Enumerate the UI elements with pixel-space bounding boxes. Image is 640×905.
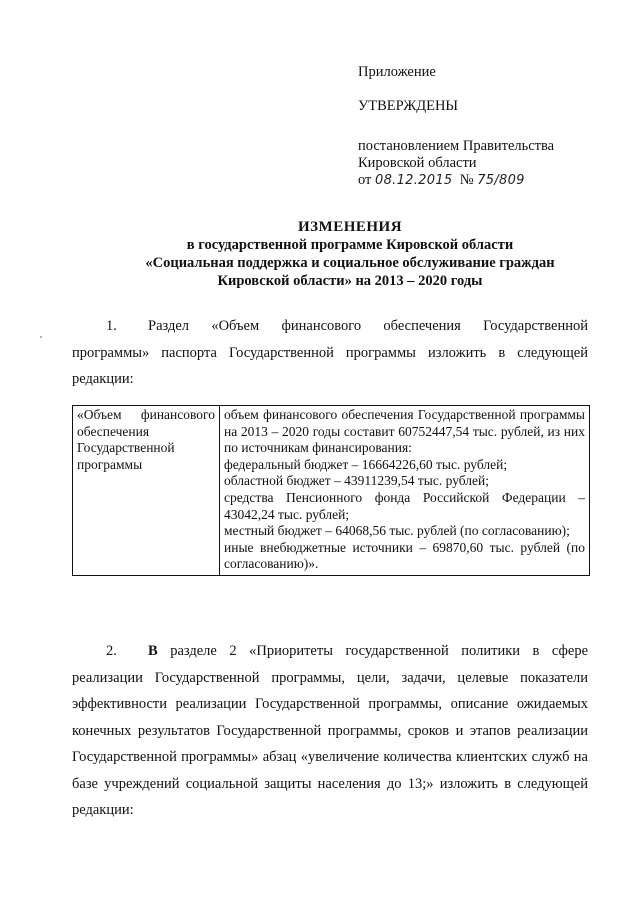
appendix-label: Приложение bbox=[358, 64, 436, 80]
financing-regional: областной бюджет – 43911239,54 тыс. рублей; bbox=[224, 473, 489, 489]
title-changes: ИЗМЕНЕНИЯ bbox=[297, 219, 403, 235]
decree-date-line bbox=[358, 172, 598, 189]
title-line-3: «Социальная поддержка и социальное обслуживание граждан bbox=[145, 255, 555, 271]
decree-line-1: постановлением Правительства bbox=[358, 138, 555, 154]
table-cell-label: «Объем финансового обеспечения Государственной программы bbox=[73, 406, 220, 576]
handwritten-date: 08.12.2015 bbox=[375, 173, 453, 188]
financing-pension-fund: средства Пенсионного фонда Российской Федерации – 43042,24 тыс. рублей; bbox=[224, 489, 585, 522]
financing-federal: федеральный бюджет – 16664226,60 тыс. рублей; bbox=[224, 456, 508, 472]
margin-dot bbox=[40, 336, 42, 338]
approval-stamp-block bbox=[358, 64, 598, 189]
section-1-number: 1. bbox=[106, 318, 117, 334]
financing-local: местный бюджет – 64068,56 тыс. рублей (по согласованию); bbox=[224, 523, 570, 539]
handwritten-number: 75/809 bbox=[477, 173, 525, 188]
table-row bbox=[73, 406, 590, 576]
table-cell-content bbox=[220, 406, 590, 576]
section-2-bold-word: В bbox=[148, 643, 158, 659]
date-prefix: от bbox=[358, 172, 372, 188]
section-1-text: Раздел «Объем финансового обеспечения Государственной программы» паспорта Государственной программы изложить в следующей редакции: bbox=[72, 318, 588, 387]
approved-label: УТВЕРЖДЕНЫ bbox=[358, 98, 459, 114]
number-sign: № bbox=[459, 172, 474, 188]
decree-line-2: Кировской области bbox=[358, 155, 477, 171]
section-2-paragraph bbox=[72, 638, 588, 824]
financing-total: объем финансового обеспечения Государственной программы на 2013 – 2020 годы составит 60752447,54 тыс. рублей, из них по источникам финансирования: bbox=[224, 407, 585, 456]
section-1-paragraph bbox=[72, 313, 588, 393]
section-2-text: разделе 2 «Приоритеты государственной политики в сфере реализации Государственной программы, цели, задачи, целевые показатели эффективности реализации Государственной программы, описание ожидаемых конечных результатов Государственной программы, сроков и этапов реализации Государственной программы» абзац «увеличение количества клиентских служб на базе учреждений социальной защиты населения до 13;» изложить в следующей редакции: bbox=[72, 643, 589, 818]
title-line-4: Кировской области» на 2013 – 2020 годы bbox=[217, 273, 483, 289]
financing-table bbox=[72, 405, 590, 576]
financing-extrabudgetary: иные внебюджетные источники – 69870,60 тыс. рублей (по согласованию)». bbox=[224, 539, 585, 572]
section-2-number: 2. bbox=[106, 643, 117, 659]
document-title bbox=[64, 218, 636, 290]
title-line-2: в государственной программе Кировской области bbox=[186, 237, 514, 253]
